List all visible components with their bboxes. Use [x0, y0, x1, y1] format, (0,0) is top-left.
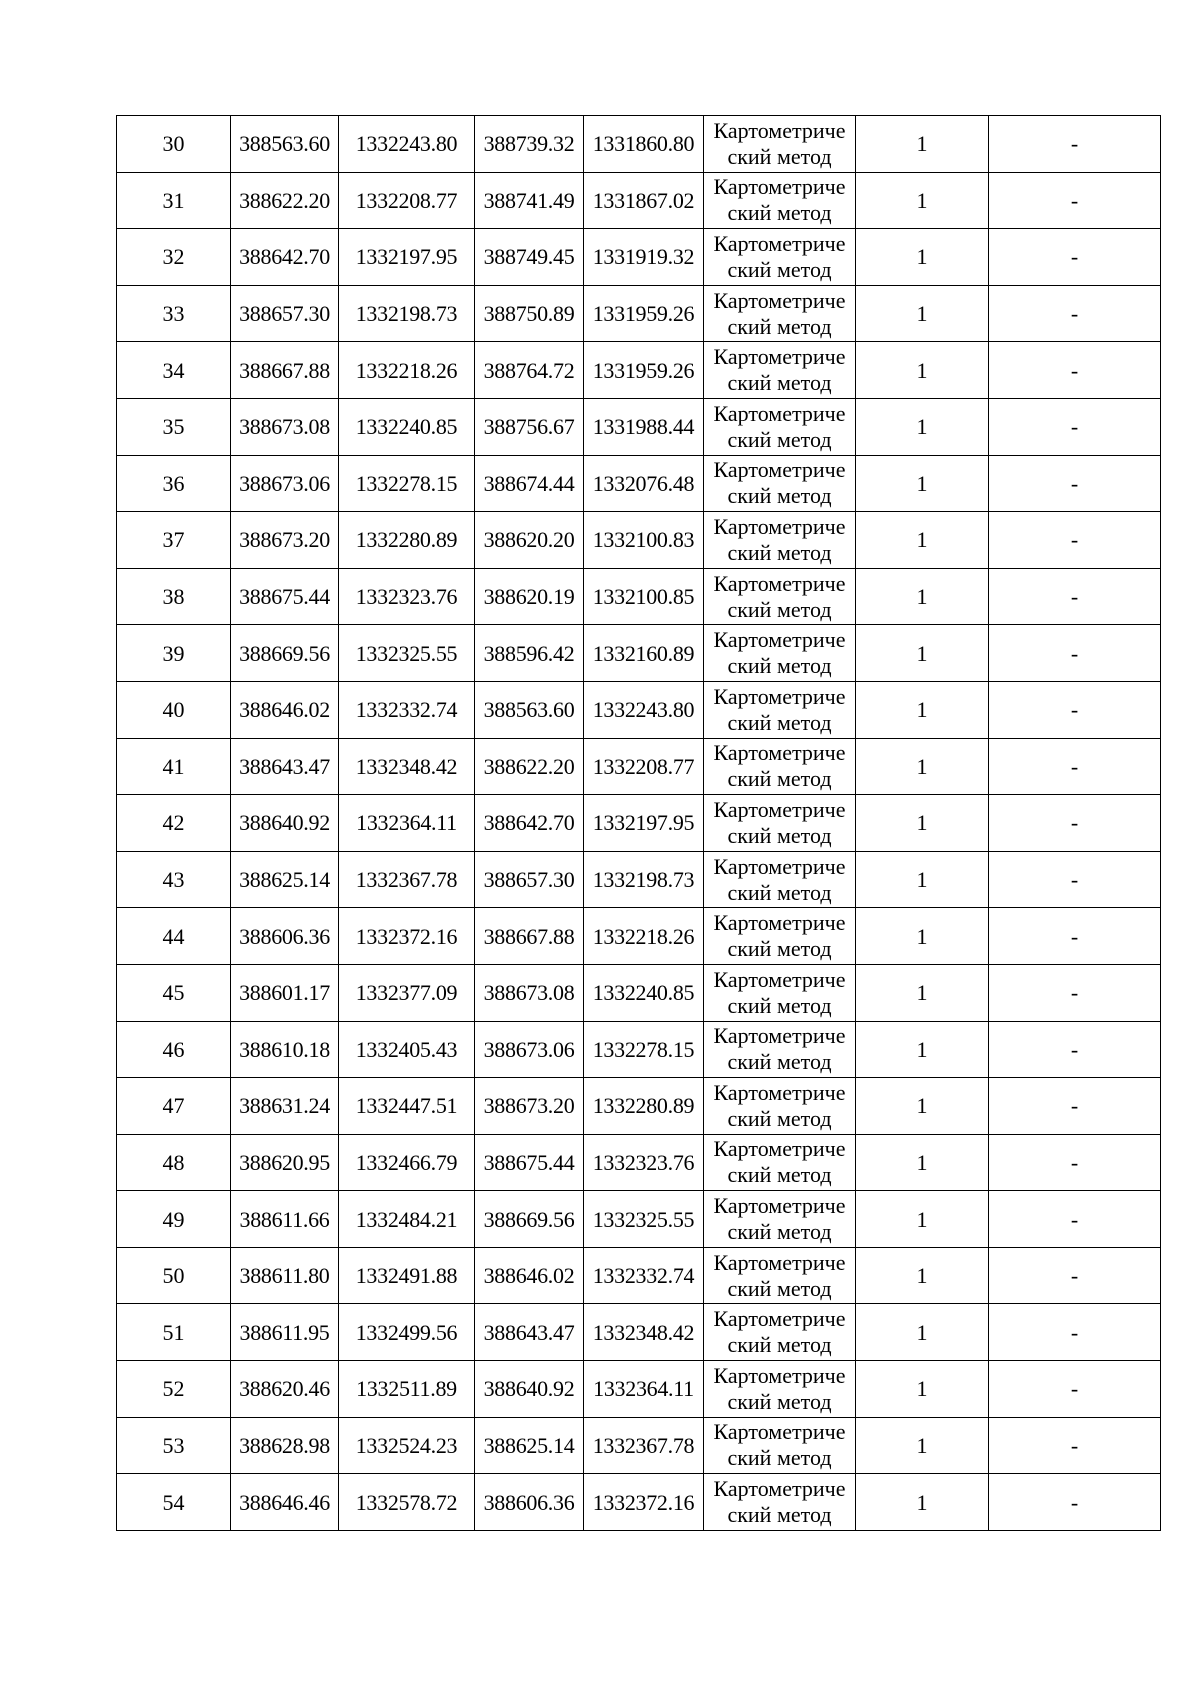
x2-coordinate-cell: 388622.20	[475, 738, 584, 795]
y-coordinate-cell: 1332372.16	[339, 908, 475, 965]
y-coordinate-cell: 1332484.21	[339, 1191, 475, 1248]
y-coordinate-cell: 1332278.15	[339, 455, 475, 512]
point-number-cell: 33	[117, 285, 231, 342]
method-cell	[704, 455, 856, 512]
method-line-2: ский метод	[727, 483, 832, 509]
table-row	[117, 964, 1161, 1021]
x-coordinate-cell: 388631.24	[231, 1078, 339, 1135]
method-line-1: Картометриче	[713, 910, 846, 936]
note-cell: -	[989, 1417, 1161, 1474]
accuracy-cell: 1	[856, 1078, 989, 1135]
method-line-1: Картометриче	[713, 1249, 846, 1275]
method-line-1: Картометриче	[713, 853, 846, 879]
y-coordinate-cell: 1332243.80	[339, 116, 475, 173]
accuracy-cell: 1	[856, 1361, 989, 1418]
y-coordinate-cell: 1332332.74	[339, 681, 475, 738]
method-cell	[704, 1361, 856, 1418]
x-coordinate-cell: 388673.20	[231, 512, 339, 569]
table-row	[117, 1134, 1161, 1191]
y2-coordinate-cell: 1332323.76	[584, 1134, 704, 1191]
method-line-1: Картометриче	[713, 627, 846, 653]
method-line-2: ский метод	[727, 936, 832, 962]
table-row	[117, 1361, 1161, 1418]
note-cell: -	[989, 851, 1161, 908]
x2-coordinate-cell: 388674.44	[475, 455, 584, 512]
x-coordinate-cell: 388646.02	[231, 681, 339, 738]
x2-coordinate-cell: 388669.56	[475, 1191, 584, 1248]
method-line-2: ский метод	[727, 426, 832, 452]
x-coordinate-cell: 388611.80	[231, 1247, 339, 1304]
point-number-cell: 50	[117, 1247, 231, 1304]
x2-coordinate-cell: 388620.20	[475, 512, 584, 569]
y2-coordinate-cell: 1332348.42	[584, 1304, 704, 1361]
x2-coordinate-cell: 388643.47	[475, 1304, 584, 1361]
table-row	[117, 229, 1161, 286]
y2-coordinate-cell: 1332218.26	[584, 908, 704, 965]
x2-coordinate-cell: 388741.49	[475, 172, 584, 229]
accuracy-cell: 1	[856, 681, 989, 738]
accuracy-cell: 1	[856, 116, 989, 173]
y2-coordinate-cell: 1332100.83	[584, 512, 704, 569]
method-cell	[704, 568, 856, 625]
y-coordinate-cell: 1332511.89	[339, 1361, 475, 1418]
x-coordinate-cell: 388625.14	[231, 851, 339, 908]
accuracy-cell: 1	[856, 285, 989, 342]
method-cell	[704, 625, 856, 682]
point-number-cell: 47	[117, 1078, 231, 1135]
x-coordinate-cell: 388673.06	[231, 455, 339, 512]
accuracy-cell: 1	[856, 625, 989, 682]
point-number-cell: 37	[117, 512, 231, 569]
x2-coordinate-cell: 388750.89	[475, 285, 584, 342]
accuracy-cell: 1	[856, 1247, 989, 1304]
y-coordinate-cell: 1332499.56	[339, 1304, 475, 1361]
method-line-1: Картометриче	[713, 457, 846, 483]
method-line-2: ский метод	[727, 709, 832, 735]
x2-coordinate-cell: 388640.92	[475, 1361, 584, 1418]
point-number-cell: 44	[117, 908, 231, 965]
method-cell	[704, 738, 856, 795]
point-number-cell: 49	[117, 1191, 231, 1248]
x-coordinate-cell: 388673.08	[231, 398, 339, 455]
table-row	[117, 398, 1161, 455]
x-coordinate-cell: 388643.47	[231, 738, 339, 795]
x2-coordinate-cell: 388673.20	[475, 1078, 584, 1135]
accuracy-cell: 1	[856, 1134, 989, 1191]
x2-coordinate-cell: 388620.19	[475, 568, 584, 625]
x-coordinate-cell: 388606.36	[231, 908, 339, 965]
method-line-2: ский метод	[727, 256, 832, 282]
x-coordinate-cell: 388667.88	[231, 342, 339, 399]
y2-coordinate-cell: 1332372.16	[584, 1474, 704, 1531]
method-line-2: ский метод	[727, 1445, 832, 1471]
x2-coordinate-cell: 388739.32	[475, 116, 584, 173]
method-line-2: ский метод	[727, 143, 832, 169]
method-line-2: ский метод	[727, 822, 832, 848]
y2-coordinate-cell: 1331919.32	[584, 229, 704, 286]
method-line-1: Картометриче	[713, 287, 846, 313]
x2-coordinate-cell: 388625.14	[475, 1417, 584, 1474]
y2-coordinate-cell: 1332208.77	[584, 738, 704, 795]
point-number-cell: 43	[117, 851, 231, 908]
method-line-1: Картометриче	[713, 1193, 846, 1219]
note-cell: -	[989, 568, 1161, 625]
method-cell	[704, 285, 856, 342]
point-number-cell: 36	[117, 455, 231, 512]
accuracy-cell: 1	[856, 229, 989, 286]
table-row	[117, 1474, 1161, 1531]
accuracy-cell: 1	[856, 1191, 989, 1248]
note-cell: -	[989, 1247, 1161, 1304]
x2-coordinate-cell: 388667.88	[475, 908, 584, 965]
note-cell: -	[989, 229, 1161, 286]
method-line-1: Картометриче	[713, 117, 846, 143]
method-line-2: ский метод	[727, 1219, 832, 1245]
y2-coordinate-cell: 1332076.48	[584, 455, 704, 512]
point-number-cell: 52	[117, 1361, 231, 1418]
table-row	[117, 851, 1161, 908]
method-cell	[704, 795, 856, 852]
y-coordinate-cell: 1332197.95	[339, 229, 475, 286]
accuracy-cell: 1	[856, 342, 989, 399]
point-number-cell: 39	[117, 625, 231, 682]
method-line-2: ский метод	[727, 1049, 832, 1075]
table-row	[117, 1247, 1161, 1304]
method-cell	[704, 1417, 856, 1474]
y-coordinate-cell: 1332280.89	[339, 512, 475, 569]
method-cell	[704, 1304, 856, 1361]
y-coordinate-cell: 1332208.77	[339, 172, 475, 229]
method-line-1: Картометриче	[713, 740, 846, 766]
x-coordinate-cell: 388669.56	[231, 625, 339, 682]
y-coordinate-cell: 1332348.42	[339, 738, 475, 795]
x-coordinate-cell: 388601.17	[231, 964, 339, 1021]
method-line-2: ский метод	[727, 313, 832, 339]
method-line-1: Картометриче	[713, 230, 846, 256]
y2-coordinate-cell: 1332364.11	[584, 1361, 704, 1418]
point-number-cell: 42	[117, 795, 231, 852]
method-line-1: Картометриче	[713, 1306, 846, 1332]
y2-coordinate-cell: 1332197.95	[584, 795, 704, 852]
note-cell: -	[989, 1304, 1161, 1361]
y-coordinate-cell: 1332218.26	[339, 342, 475, 399]
accuracy-cell: 1	[856, 964, 989, 1021]
table-row	[117, 795, 1161, 852]
y2-coordinate-cell: 1332240.85	[584, 964, 704, 1021]
table-row	[117, 512, 1161, 569]
y-coordinate-cell: 1332466.79	[339, 1134, 475, 1191]
x2-coordinate-cell: 388596.42	[475, 625, 584, 682]
method-line-2: ский метод	[727, 1162, 832, 1188]
x2-coordinate-cell: 388673.08	[475, 964, 584, 1021]
method-line-1: Картометриче	[713, 1079, 846, 1105]
method-cell	[704, 1191, 856, 1248]
y2-coordinate-cell: 1332280.89	[584, 1078, 704, 1135]
y-coordinate-cell: 1332367.78	[339, 851, 475, 908]
point-number-cell: 41	[117, 738, 231, 795]
y-coordinate-cell: 1332323.76	[339, 568, 475, 625]
point-number-cell: 40	[117, 681, 231, 738]
table-body	[117, 116, 1161, 1531]
note-cell: -	[989, 1361, 1161, 1418]
table-row	[117, 116, 1161, 173]
x2-coordinate-cell: 388756.67	[475, 398, 584, 455]
note-cell: -	[989, 795, 1161, 852]
method-cell	[704, 681, 856, 738]
method-cell	[704, 851, 856, 908]
y2-coordinate-cell: 1331867.02	[584, 172, 704, 229]
method-line-2: ский метод	[727, 200, 832, 226]
x2-coordinate-cell: 388646.02	[475, 1247, 584, 1304]
accuracy-cell: 1	[856, 851, 989, 908]
method-line-1: Картометриче	[713, 570, 846, 596]
x-coordinate-cell: 388628.98	[231, 1417, 339, 1474]
table-row	[117, 1191, 1161, 1248]
accuracy-cell: 1	[856, 398, 989, 455]
method-line-1: Картометриче	[713, 966, 846, 992]
table-row	[117, 1304, 1161, 1361]
method-line-2: ский метод	[727, 879, 832, 905]
point-number-cell: 54	[117, 1474, 231, 1531]
note-cell: -	[989, 398, 1161, 455]
accuracy-cell: 1	[856, 1417, 989, 1474]
method-line-2: ский метод	[727, 1388, 832, 1414]
point-number-cell: 34	[117, 342, 231, 399]
point-number-cell: 53	[117, 1417, 231, 1474]
note-cell: -	[989, 964, 1161, 1021]
x2-coordinate-cell: 388606.36	[475, 1474, 584, 1531]
y2-coordinate-cell: 1331988.44	[584, 398, 704, 455]
note-cell: -	[989, 625, 1161, 682]
y2-coordinate-cell: 1332367.78	[584, 1417, 704, 1474]
y2-coordinate-cell: 1332243.80	[584, 681, 704, 738]
table-row	[117, 568, 1161, 625]
y-coordinate-cell: 1332524.23	[339, 1417, 475, 1474]
y2-coordinate-cell: 1332278.15	[584, 1021, 704, 1078]
method-line-1: Картометриче	[713, 400, 846, 426]
x2-coordinate-cell: 388749.45	[475, 229, 584, 286]
point-number-cell: 30	[117, 116, 231, 173]
x2-coordinate-cell: 388563.60	[475, 681, 584, 738]
x2-coordinate-cell: 388673.06	[475, 1021, 584, 1078]
coordinates-table	[116, 115, 1161, 1531]
y-coordinate-cell: 1332364.11	[339, 795, 475, 852]
method-cell	[704, 1021, 856, 1078]
method-line-1: Картометриче	[713, 683, 846, 709]
method-cell	[704, 229, 856, 286]
method-line-2: ский метод	[727, 1332, 832, 1358]
accuracy-cell: 1	[856, 512, 989, 569]
accuracy-cell: 1	[856, 908, 989, 965]
x-coordinate-cell: 388646.46	[231, 1474, 339, 1531]
note-cell: -	[989, 1134, 1161, 1191]
x-coordinate-cell: 388610.18	[231, 1021, 339, 1078]
method-line-2: ский метод	[727, 1275, 832, 1301]
method-line-1: Картометриче	[713, 1136, 846, 1162]
method-line-2: ский метод	[727, 766, 832, 792]
y2-coordinate-cell: 1331959.26	[584, 342, 704, 399]
method-cell	[704, 398, 856, 455]
method-line-1: Картометриче	[713, 513, 846, 539]
point-number-cell: 32	[117, 229, 231, 286]
note-cell: -	[989, 1191, 1161, 1248]
y2-coordinate-cell: 1332198.73	[584, 851, 704, 908]
point-number-cell: 51	[117, 1304, 231, 1361]
y2-coordinate-cell: 1332332.74	[584, 1247, 704, 1304]
point-number-cell: 48	[117, 1134, 231, 1191]
method-line-1: Картометриче	[713, 344, 846, 370]
y-coordinate-cell: 1332240.85	[339, 398, 475, 455]
x2-coordinate-cell: 388657.30	[475, 851, 584, 908]
accuracy-cell: 1	[856, 795, 989, 852]
method-cell	[704, 512, 856, 569]
note-cell: -	[989, 1474, 1161, 1531]
table-row	[117, 625, 1161, 682]
table-row	[117, 908, 1161, 965]
y-coordinate-cell: 1332578.72	[339, 1474, 475, 1531]
y-coordinate-cell: 1332491.88	[339, 1247, 475, 1304]
x-coordinate-cell: 388675.44	[231, 568, 339, 625]
method-line-1: Картометриче	[713, 796, 846, 822]
x-coordinate-cell: 388622.20	[231, 172, 339, 229]
accuracy-cell: 1	[856, 1021, 989, 1078]
method-cell	[704, 964, 856, 1021]
accuracy-cell: 1	[856, 738, 989, 795]
method-line-1: Картометриче	[713, 1476, 846, 1502]
method-cell	[704, 1474, 856, 1531]
y2-coordinate-cell: 1332160.89	[584, 625, 704, 682]
note-cell: -	[989, 455, 1161, 512]
method-cell	[704, 116, 856, 173]
table-row	[117, 1078, 1161, 1135]
accuracy-cell: 1	[856, 1474, 989, 1531]
x-coordinate-cell: 388611.95	[231, 1304, 339, 1361]
method-cell	[704, 1247, 856, 1304]
note-cell: -	[989, 738, 1161, 795]
y-coordinate-cell: 1332377.09	[339, 964, 475, 1021]
method-line-1: Картометриче	[713, 1362, 846, 1388]
method-line-2: ский метод	[727, 539, 832, 565]
point-number-cell: 35	[117, 398, 231, 455]
point-number-cell: 31	[117, 172, 231, 229]
note-cell: -	[989, 285, 1161, 342]
x-coordinate-cell: 388620.46	[231, 1361, 339, 1418]
x-coordinate-cell: 388640.92	[231, 795, 339, 852]
note-cell: -	[989, 116, 1161, 173]
x-coordinate-cell: 388657.30	[231, 285, 339, 342]
accuracy-cell: 1	[856, 455, 989, 512]
note-cell: -	[989, 681, 1161, 738]
accuracy-cell: 1	[856, 1304, 989, 1361]
x-coordinate-cell: 388620.95	[231, 1134, 339, 1191]
table-row	[117, 455, 1161, 512]
y2-coordinate-cell: 1331959.26	[584, 285, 704, 342]
method-line-2: ский метод	[727, 370, 832, 396]
method-cell	[704, 1134, 856, 1191]
method-line-1: Картометриче	[713, 174, 846, 200]
point-number-cell: 46	[117, 1021, 231, 1078]
y-coordinate-cell: 1332325.55	[339, 625, 475, 682]
method-line-2: ский метод	[727, 653, 832, 679]
table-row	[117, 342, 1161, 399]
method-line-2: ский метод	[727, 1105, 832, 1131]
y2-coordinate-cell: 1332325.55	[584, 1191, 704, 1248]
method-cell	[704, 172, 856, 229]
x2-coordinate-cell: 388642.70	[475, 795, 584, 852]
accuracy-cell: 1	[856, 172, 989, 229]
table-row	[117, 285, 1161, 342]
note-cell: -	[989, 342, 1161, 399]
x2-coordinate-cell: 388764.72	[475, 342, 584, 399]
x-coordinate-cell: 388642.70	[231, 229, 339, 286]
y-coordinate-cell: 1332198.73	[339, 285, 475, 342]
point-number-cell: 38	[117, 568, 231, 625]
y-coordinate-cell: 1332447.51	[339, 1078, 475, 1135]
note-cell: -	[989, 1078, 1161, 1135]
table-row	[117, 172, 1161, 229]
y2-coordinate-cell: 1332100.85	[584, 568, 704, 625]
x-coordinate-cell: 388611.66	[231, 1191, 339, 1248]
table-row	[117, 1021, 1161, 1078]
method-line-2: ский метод	[727, 596, 832, 622]
method-line-1: Картометриче	[713, 1023, 846, 1049]
x2-coordinate-cell: 388675.44	[475, 1134, 584, 1191]
method-cell	[704, 342, 856, 399]
method-line-2: ский метод	[727, 992, 832, 1018]
table-row	[117, 681, 1161, 738]
accuracy-cell: 1	[856, 568, 989, 625]
method-cell	[704, 908, 856, 965]
method-line-2: ский метод	[727, 1502, 832, 1528]
y2-coordinate-cell: 1331860.80	[584, 116, 704, 173]
point-number-cell: 45	[117, 964, 231, 1021]
note-cell: -	[989, 172, 1161, 229]
table-row	[117, 1417, 1161, 1474]
method-cell	[704, 1078, 856, 1135]
note-cell: -	[989, 512, 1161, 569]
note-cell: -	[989, 1021, 1161, 1078]
method-line-1: Картометриче	[713, 1419, 846, 1445]
table-row	[117, 738, 1161, 795]
x-coordinate-cell: 388563.60	[231, 116, 339, 173]
note-cell: -	[989, 908, 1161, 965]
y-coordinate-cell: 1332405.43	[339, 1021, 475, 1078]
